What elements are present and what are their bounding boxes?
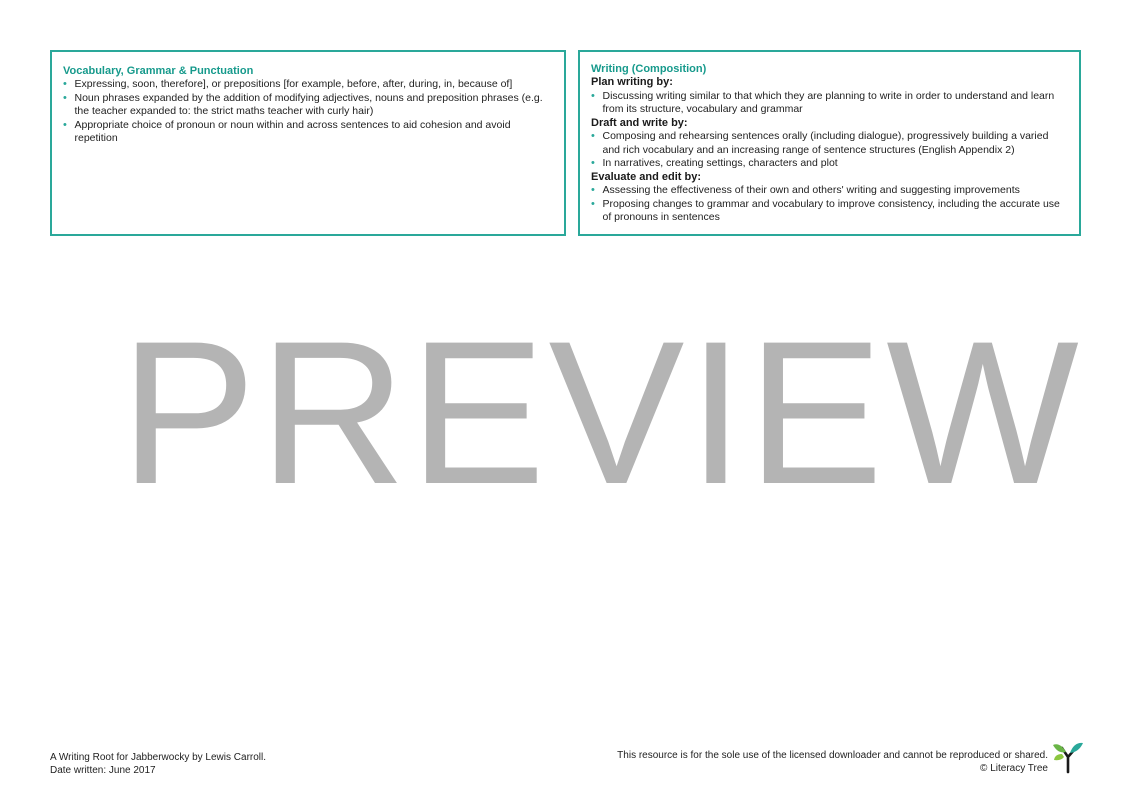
list-item: • Proposing changes to grammar and vocabulary to improve consistency, including the accurate use of pronouns in sentences [591, 197, 1060, 223]
section-heading: Plan writing by: [591, 76, 673, 88]
footer-date: Date written: June 2017 [50, 765, 156, 776]
bullet-icon: • [591, 157, 595, 169]
footer-source [50, 751, 266, 777]
composition-panel [578, 50, 1081, 236]
vgp-panel [50, 50, 566, 236]
bullet-icon: • [591, 184, 595, 196]
composition-title: Writing (Composition) [591, 63, 707, 75]
literacy-tree-logo-icon [1052, 740, 1084, 774]
bullet-icon: • [591, 130, 595, 142]
list-item: • Noun phrases expanded by the addition of modifying adjectives, nouns and preposition phrases (e.g. the teacher expanded to: the strict maths teacher with curly hair) [63, 91, 543, 117]
bullet-icon: • [63, 78, 67, 90]
bullet-icon: • [591, 89, 595, 102]
license-text: This resource is for the sole use of the licensed downloader and cannot be reproduced or shared. [617, 750, 1048, 761]
footer-license [617, 749, 1048, 775]
section-heading: Draft and write by: [591, 116, 688, 129]
vgp-title: Vocabulary, Grammar & Punctuation [63, 65, 254, 77]
list-item: • Assessing the effectiveness of their own and others' writing and suggesting improvements [591, 184, 1020, 196]
draft-list [591, 130, 1068, 171]
footer-title: A Writing Root for Jabberwocky by Lewis Carroll. [50, 752, 267, 763]
copyright-text: © Literacy Tree [980, 763, 1048, 774]
vgp-list [63, 78, 553, 146]
bullet-icon: • [591, 197, 595, 210]
list-item: • Discussing writing similar to that which they are planning to write in order to understand and learn from its structure, vocabulary and grammar [591, 89, 1055, 115]
bullet-icon: • [63, 91, 67, 104]
list-item: • In narratives, creating settings, characters and plot [591, 157, 838, 169]
plan-list [591, 90, 1068, 117]
list-item: • Expressing, soon, therefore], or prepositions [for example, before, after, during, in, because of] [63, 78, 513, 90]
bullet-icon: • [63, 118, 67, 131]
section-heading: Evaluate and edit by: [591, 170, 702, 183]
list-item: • Composing and rehearsing sentences orally (including dialogue), progressively building a varied and rich vocabulary and an increasing range of sentence structures (English Appendix 2) [591, 130, 1049, 156]
list-item: • Appropriate choice of pronoun or noun within and across sentences to aid cohesion and avoid repetition [63, 118, 511, 144]
evaluate-list [591, 184, 1068, 225]
preview-watermark: PREVIEW [120, 299, 1082, 527]
